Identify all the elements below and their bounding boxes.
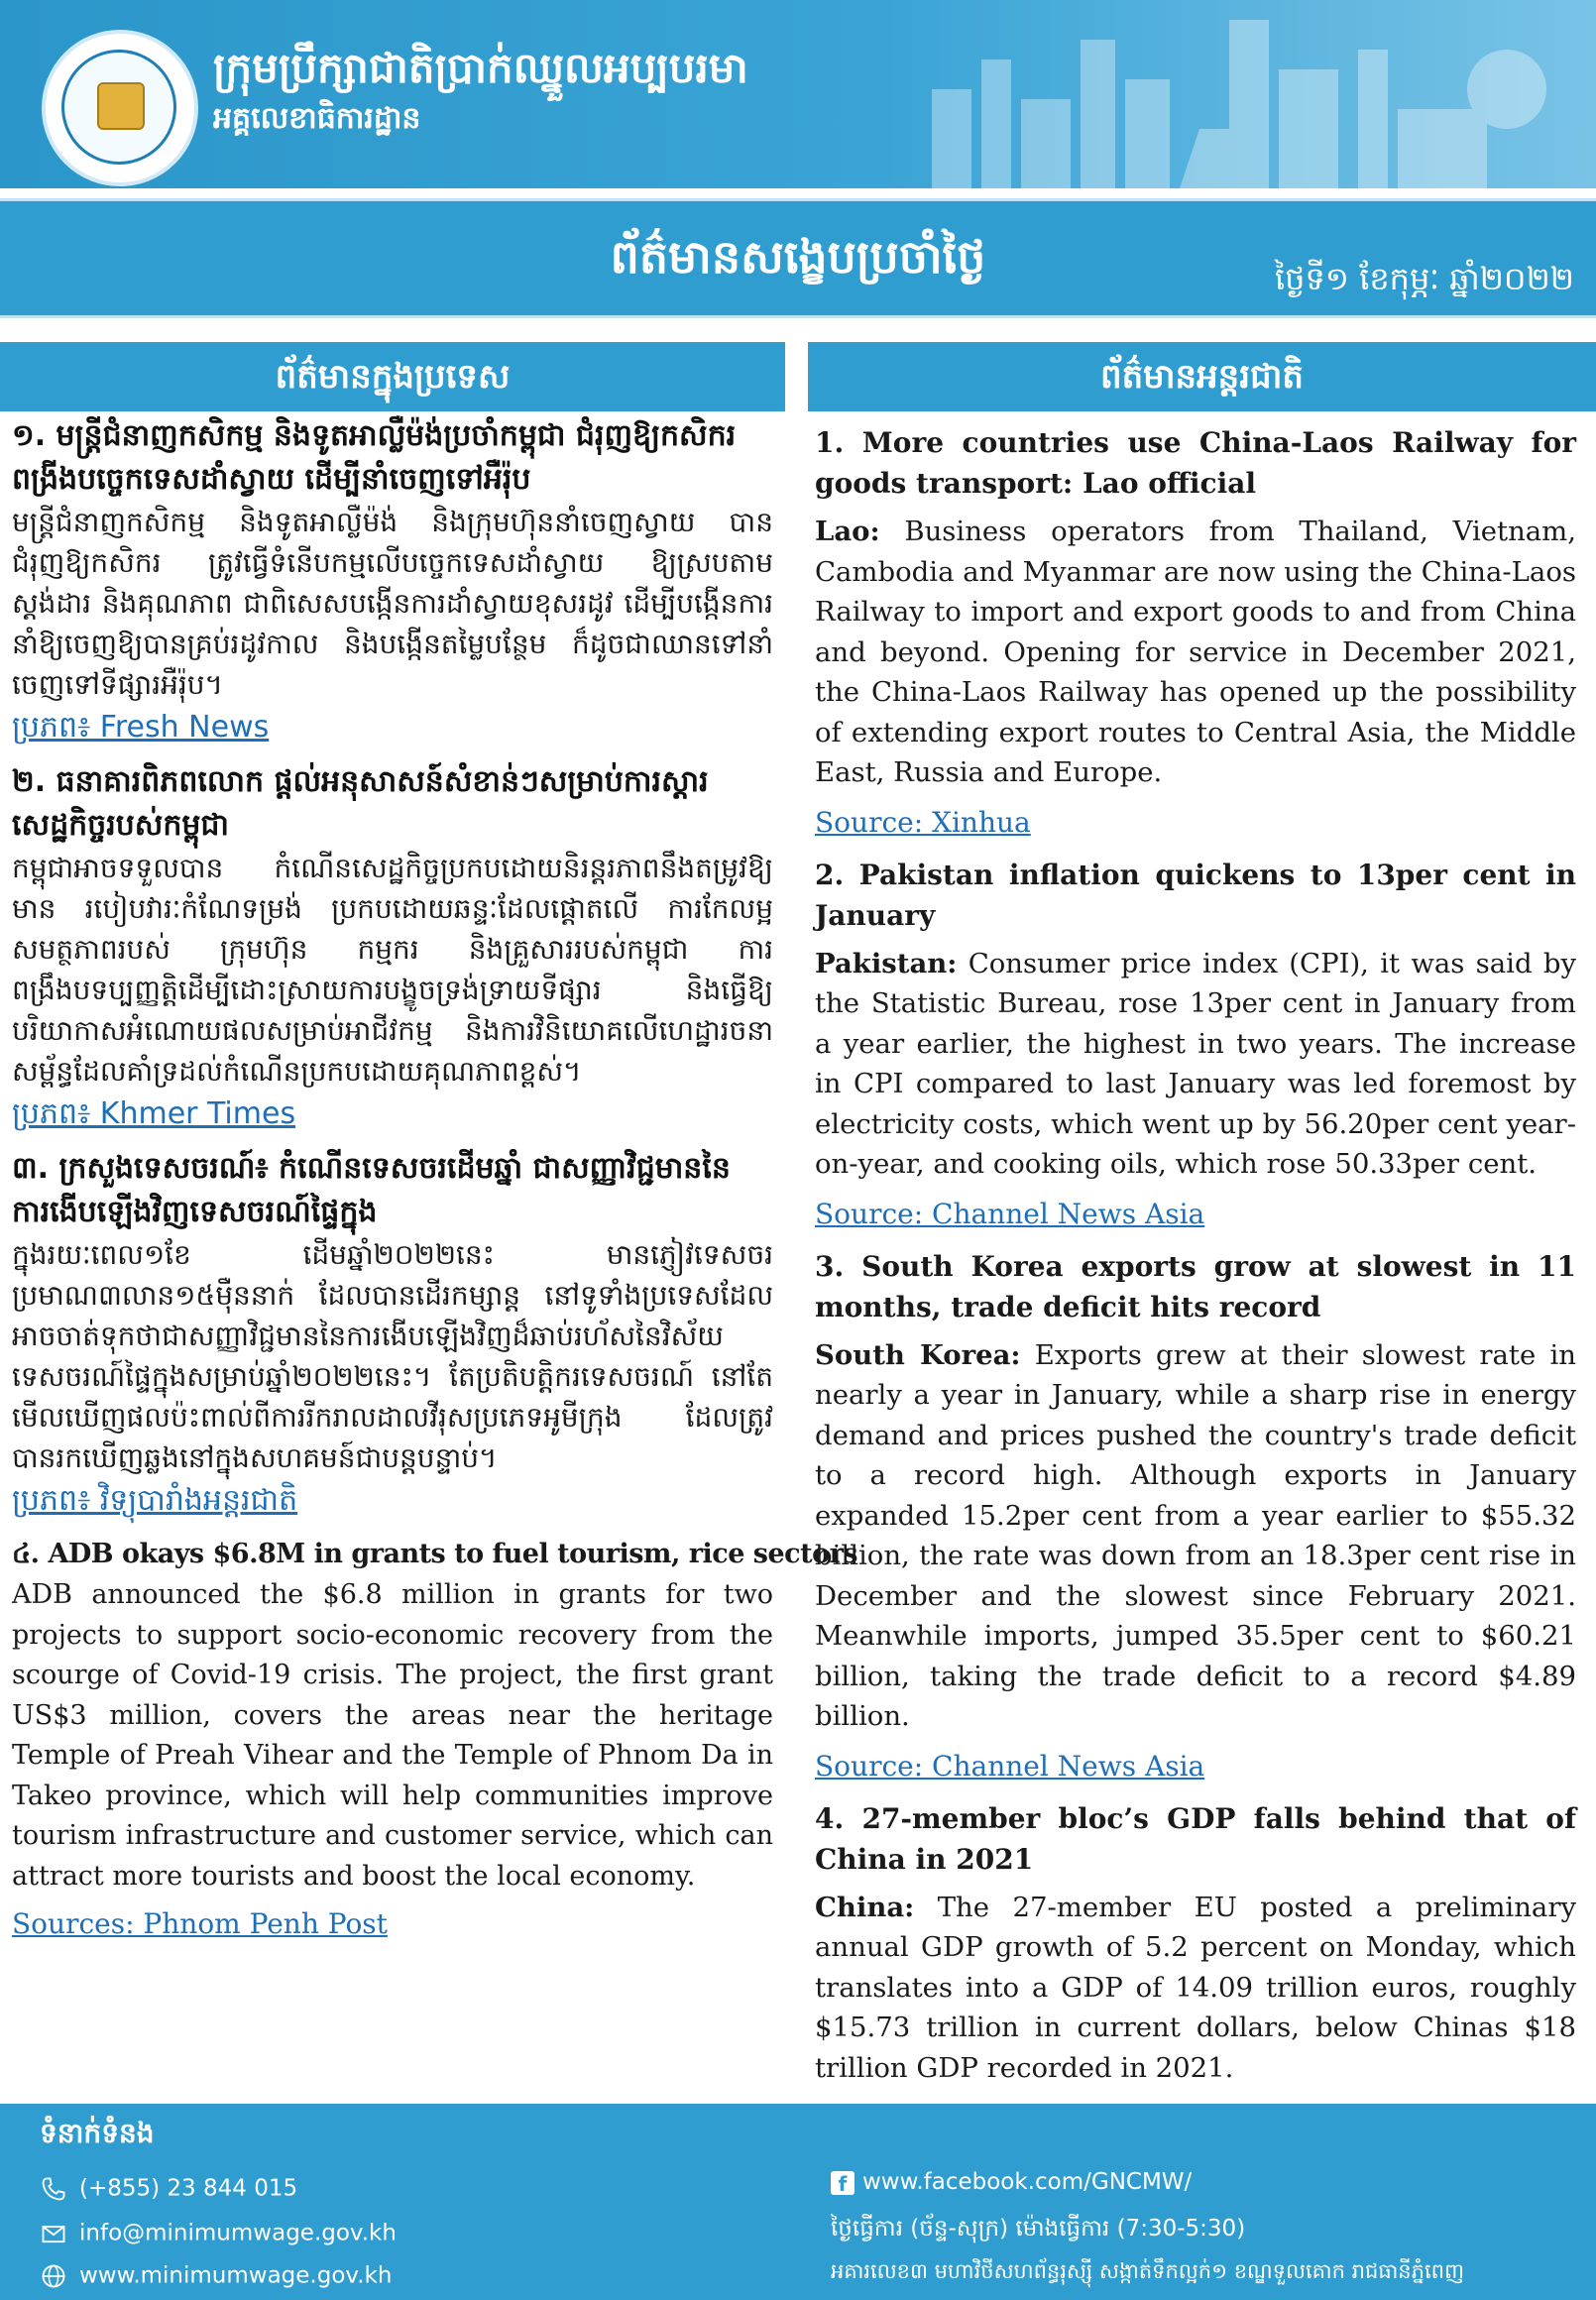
news-source-link[interactable]: Source: Xinhua bbox=[815, 805, 1031, 839]
news-body-text: Business operators from Thailand, Vietnam, Cambodia and Myanmar are now using the China-Laos Railway to import and export goods to and from China and beyond. Opening for service in December 2021, the China-Laos Railway has opened up the possibility of extending export routes to Central Asia, the Middle East, Russia and Europe. bbox=[815, 516, 1576, 788]
phone-number[interactable]: (+855) 23 844 015 bbox=[79, 2175, 298, 2202]
news-number: ៤. bbox=[12, 1539, 40, 1569]
news-source-link[interactable]: Sources: Phnom Penh Post bbox=[12, 1907, 388, 1940]
news-source-link[interactable]: Source: Channel News Asia bbox=[815, 1197, 1205, 1230]
news-source-link[interactable]: ប្រភព៖ វិទ្យុបារាំងអន្តរជាតិ bbox=[12, 1483, 298, 1518]
news-body bbox=[815, 944, 1576, 1185]
envelope-icon bbox=[40, 2220, 67, 2247]
news-body-text: Exports grew at their slowest rate in nearly a year in January, while a sharp rise in energy demand and prices pushed the country's trade deficit to a record high. Although exports in January expanded 15.2per cent from a year earlier to $55.32 billion, the rate was down from an 18.3per cent rise in December and the slowest since February 2021. Meanwhile imports, jumped 35.5per cent to $60.21 billion, taking the trade deficit to a record $4.89 billion. bbox=[815, 1338, 1576, 1732]
contact-title: ទំនាក់ទំនង bbox=[40, 2117, 155, 2149]
office-address: អគារលេខ៣ មហាវិថីសហព័ន្ធរុស្ស៊ី សង្កាត់ទឹកល្អក់១ ខណ្ឌទួលគោក រាជធានីភ្នំពេញ bbox=[831, 2259, 1464, 2283]
international-news-item bbox=[815, 1246, 1576, 1788]
city-skyline-graphic bbox=[902, 0, 1596, 188]
domestic-news-item bbox=[12, 760, 773, 1137]
website-row bbox=[40, 2262, 392, 2290]
news-title: 4. 27-member bloc’s GDP falls behind that of China in 2021 bbox=[815, 1801, 1576, 1876]
bulletin-date: ថ្ងៃទី១ ខែកុម្ភៈ ឆ្នាំ២០២២ bbox=[1275, 260, 1574, 297]
news-body-text: The 27-member EU posted a preliminary annual GDP growth of 5.2 percent on Monday, which translates into a GDP of 14.09 trillion euros, roughly $15.73 trillion in current dollars, below Chinas $18 trillion GDP recorded in 2021. bbox=[815, 1891, 1576, 2084]
news-body: ADB announced the $6.8 million in grants for two projects to support socio-economic recovery from the scourge of Covid-19 crisis. The project, the first grant US$3 million, covers the areas near the heritage Temple of Preah Vihear and the Temple of Phnom Da in Takeo province, which will help communities improve tourism infrastructure and customer service, which can attract more tourists and boost the local economy. bbox=[12, 1579, 773, 1892]
international-news-item bbox=[815, 1798, 1576, 2140]
news-lead: Lao: bbox=[815, 516, 880, 547]
news-source-link[interactable]: Source: Channel News Asia bbox=[815, 1749, 1205, 1782]
organization-name: ក្រុមប្រឹក្សាជាតិប្រាក់ឈ្នួលអប្បបរមា bbox=[213, 44, 748, 92]
domestic-news-item bbox=[12, 414, 773, 750]
website-url[interactable]: www.minimumwage.gov.kh bbox=[79, 2262, 393, 2289]
news-lead: South Korea: bbox=[815, 1338, 1021, 1371]
news-body: មន្ត្រីជំនាញកសិកម្ម និងទូតអាល្លឺម៉ង់ និងក្រុមហ៊ុននាំចេញស្វាយ បានជំរុញឱ្យកសិករ ត្រូវធ្វើទំនើបកម្មលើបច្ចេកទេសដាំស្វាយ ឱ្យស្របតាមស្តង់ដារ និងគុណភាព ជាពិសេសបង្កើនការដាំស្វាយខុសរដូវ ដើម្បីបង្កើនការនាំឱ្យចេញឱ្យបានគ្រប់រដូវកាល និងបង្កើនតម្លៃបន្ថែម ក៏ដូចជាឈានទៅនាំចេញទៅទីផ្សារអឺរ៉ុប។ bbox=[12, 506, 773, 701]
news-lead: Pakistan: bbox=[815, 947, 958, 979]
email-address[interactable]: info@minimumwage.gov.kh bbox=[79, 2220, 397, 2246]
bulletin-title-bar bbox=[0, 198, 1596, 318]
news-title: 2. Pakistan inflation quickens to 13per cent in January bbox=[815, 858, 1576, 932]
facebook-url[interactable]: www.facebook.com/GNCMW/ bbox=[862, 2169, 1193, 2195]
department-name: អគ្គលេខាធិការដ្ឋាន bbox=[213, 101, 421, 136]
footer-contact-bar bbox=[0, 2104, 1596, 2300]
scales-emblem-icon bbox=[97, 82, 145, 130]
domestic-news-heading: ព័ត៌មានក្នុងប្រទេស bbox=[0, 342, 785, 411]
news-title: ៣. ក្រសួងទេសចរណ៍៖ កំណើនទេសចរដើមឆ្នាំ ជាសញ្ញាវិជ្ជមាននៃការងើបឡើងវិញទេសចរណ៍ផ្ទៃក្នុង bbox=[12, 1151, 731, 1229]
news-lead: China: bbox=[815, 1891, 915, 1923]
news-body bbox=[815, 1335, 1576, 1737]
phone-icon bbox=[40, 2175, 67, 2203]
international-news-heading: ព័ត៌មានអន្តរជាតិ bbox=[808, 342, 1596, 411]
domestic-news-item bbox=[12, 1534, 858, 1946]
news-body bbox=[815, 512, 1576, 793]
news-title: ១. មន្ត្រីជំនាញកសិកម្ម និងទូតអាល្លឺម៉ង់ប្រចាំកម្ពុជា ជំរុញឱ្យកសិករពង្រីងបច្ចេកទេសដាំស្វាយ ដើម្បីនាំចេញទៅអឺរ៉ុប bbox=[12, 418, 737, 497]
domestic-news-item bbox=[12, 1147, 773, 1524]
news-title: 1. More countries use China-Laos Railway for goods transport: Lao official bbox=[815, 426, 1576, 500]
news-title bbox=[12, 1534, 858, 1575]
facebook-icon: f bbox=[831, 2171, 855, 2195]
phone-row bbox=[40, 2175, 297, 2203]
bulletin-title: ព័ត៌មានសង្ខេបប្រចាំថ្ងៃ bbox=[610, 230, 986, 284]
header-banner bbox=[0, 0, 1596, 188]
news-body bbox=[815, 1888, 1576, 2089]
facebook-row bbox=[831, 2169, 1192, 2195]
international-news-item bbox=[815, 422, 1576, 845]
news-body: ក្នុងរយៈពេល១ខែ ដើមឆ្នាំ២០២២នេះ មានភ្ញៀវទេសចរប្រមាណ៣លាន១៥ម៉ឺននាក់ ដែលបានដើរកម្សាន្ត នៅទូទាំងប្រទេសដែលអាចចាត់ទុកថាជាសញ្ញាវិជ្ជមាននៃការងើបឡើងវិញដ៏ឆាប់រហ័សនៃវិស័យទេសចរណ៍ផ្ទៃក្នុងសម្រាប់ឆ្នាំ២០២២នេះ។ តែប្រតិបត្តិករទេសចរណ៍ នៅតែមើលឃើញផលប៉ះពាល់ពីការរីករាលដាលវីរុសប្រភេទអូមីក្រុង ដែលត្រូវបានរកឃើញឆ្លងនៅក្នុងសហគមន៍ជាបន្តបន្ទាប់។ bbox=[12, 1238, 773, 1474]
working-hours: ថ្ងៃធ្វើការ (ច័ន្ទ-សុក្រ) ម៉ោងធ្វើការ (7:30-5:30) bbox=[831, 2216, 1246, 2242]
news-body-text: Consumer price index (CPI), it was said by the Statistic Bureau, rose 13per cent in January from a year earlier, the highest in two years. The increase in CPI compared to last January was led foremost by electricity costs, which went up by 56.20per cent year-on-year, and cooking oils, which rose 50.33per cent. bbox=[815, 947, 1576, 1180]
news-source-link[interactable]: ប្រភព៖ Fresh News bbox=[12, 710, 270, 745]
organization-logo bbox=[42, 30, 198, 186]
email-row bbox=[40, 2220, 397, 2247]
news-title-text: ADB okays $6.8M in grants to fuel tourism, rice sectors bbox=[48, 1539, 858, 1569]
international-news-column bbox=[815, 414, 1576, 2149]
globe-icon bbox=[40, 2262, 67, 2290]
news-body: កម្ពុជាអាចទទួលបាន កំណើនសេដ្ឋកិច្ចប្រកបដោយនិរន្តរភាពនឹងតម្រូវឱ្យមាន របៀបវារៈកំណែទម្រង់ ប្រកបដោយឆន្ទៈដែលផ្តោតលើ ការកែលម្អសមត្ថភាពរបស់ ក្រុមហ៊ុន កម្មករ និងគ្រួសាររបស់កម្ពុជា ការពង្រឹងបទប្បញ្ញត្តិដើម្បីដោះស្រាយការបង្ខូចទ្រង់ទ្រាយទីផ្សារ និងធ្វើឱ្យបរិយាកាសអំណោយផលសម្រាប់អាជីវកម្ម និងការវិនិយោគលើហេដ្ឋារចនាសម្ព័ន្ធដែលគាំទ្រដល់កំណើនប្រកបដោយគុណភាពខ្ពស់។ bbox=[12, 852, 773, 1088]
news-title: ២. ធនាគារពិភពលោក ផ្តល់អនុសាសន៍សំខាន់ៗសម្រាប់ការស្តារសេដ្ឋកិច្ចរបស់កម្ពុជា bbox=[12, 764, 709, 843]
news-title: 3. South Korea exports grow at slowest in 11 months, trade deficit hits record bbox=[815, 1249, 1576, 1323]
international-news-item bbox=[815, 855, 1576, 1236]
news-source-link[interactable]: ប្រភព៖ Khmer Times bbox=[12, 1096, 296, 1131]
